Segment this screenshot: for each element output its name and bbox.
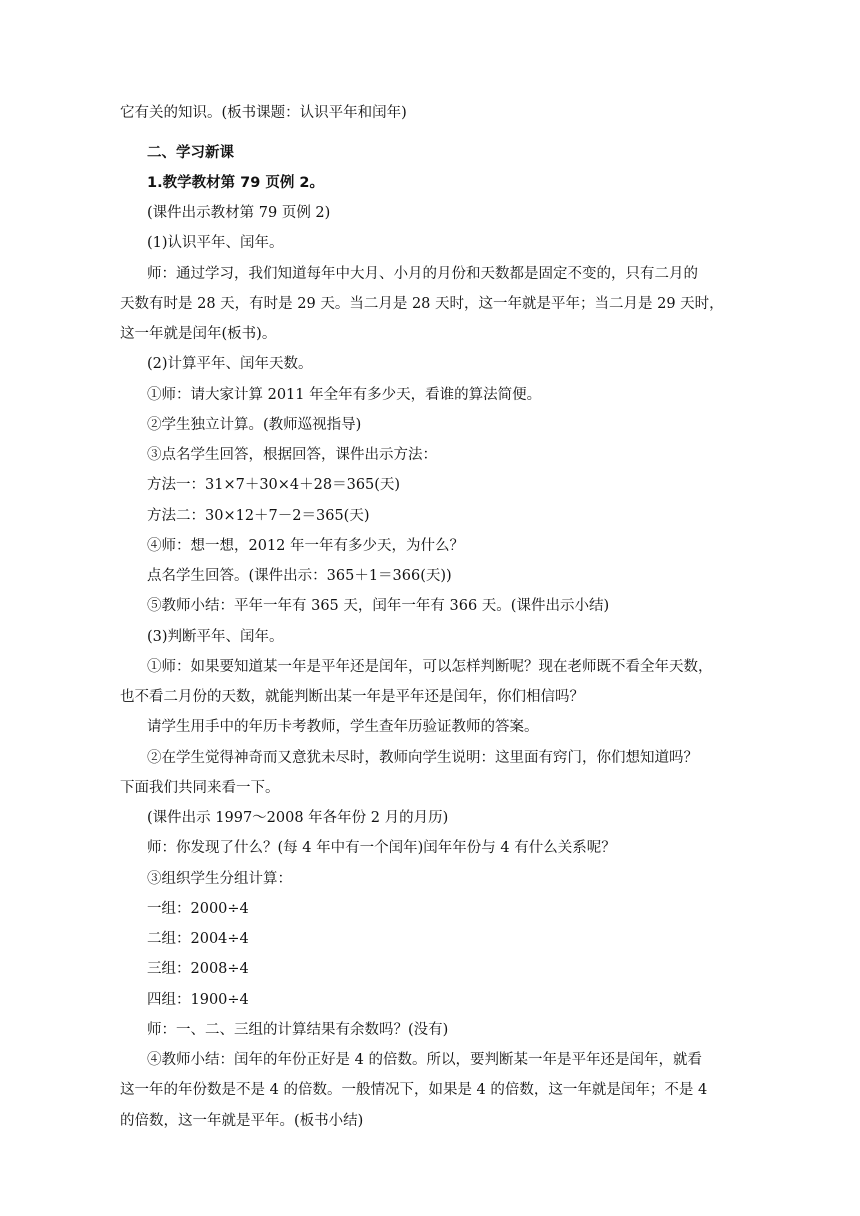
text-line: 师：通过学习，我们知道每年中大月、小月的月份和天数都是固定不变的，只有二月的 (147, 266, 698, 282)
text-line: 天数有时是 28 天，有时是 29 天。当二月是 28 天时，这一年就是平年；当二月是 29 天时， (120, 296, 724, 312)
text-line: (课件出示教材第 79 页例 2) (147, 205, 331, 221)
text-line: 它有关的知识。(板书课题：认识平年和闰年) (120, 105, 407, 121)
text-line: (课件出示 1997～2008 年各年份 2 月的月历) (147, 810, 449, 826)
text-line: ④师：想一想，2012 年一年有多少天，为什么？ (147, 538, 465, 554)
text-line: 四组：1900÷4 (147, 992, 249, 1008)
text-line: (2)计算平年、闰年天数。 (147, 356, 313, 372)
text-line: ①师：请大家计算 2011 年全年有多少天，看谁的算法简便。 (147, 387, 542, 403)
text-line: 请学生用手中的年历卡考教师，学生查年历验证教师的答案。 (147, 719, 539, 735)
text-line: 点名学生回答。(课件出示：365＋1＝366(天)) (147, 568, 452, 584)
formula-line: 方法二：30×12＋7－2＝365(天) (147, 508, 370, 524)
text-line: ⑤教师小结：平年一年有 365 天，闰年一年有 366 天。(课件出示小结) (147, 598, 610, 614)
text-line: ②学生独立计算。(教师巡视指导) (147, 417, 362, 433)
text-line: (3)判断平年、闰年。 (147, 629, 284, 645)
text-line: ①师：如果要知道某一年是平年还是闰年，可以怎样判断呢？现在老师既不看全年天数， (147, 659, 713, 675)
text-line: ③组织学生分组计算： (147, 871, 292, 887)
text-line: 二组：2004÷4 (147, 931, 249, 947)
text-line: 下面我们共同来看一下。 (120, 780, 280, 796)
text-line: (1)认识平年、闰年。 (147, 235, 284, 251)
text-line: 一组：2000÷4 (147, 901, 249, 917)
text-line: 也不看二月份的天数，就能判断出某一年是平年还是闰年，你们相信吗？ (120, 689, 584, 705)
text-line: 三组：2008÷4 (147, 961, 249, 977)
text-line: 的倍数，这一年就是平年。(板书小结) (120, 1113, 364, 1129)
text-line: ③点名学生回答，根据回答，课件出示方法： (147, 447, 437, 463)
formula-line: 方法一：31×7＋30×4＋28＝365(天) (147, 477, 401, 493)
section-heading: 二、学习新课 (147, 145, 234, 161)
text-line: ④教师小结：闰年的年份正好是 4 的倍数。所以，要判断某一年是平年还是闰年，就看 (147, 1052, 702, 1068)
subsection-heading: 1.教学教材第 79 页例 2。 (147, 175, 325, 191)
text-line: 师：你发现了什么？(每 4 年中有一个闰年)闰年年份与 4 有什么关系呢？ (147, 840, 616, 856)
text-line: 师：一、二、三组的计算结果有余数吗？(没有) (147, 1022, 449, 1038)
text-line: ②在学生觉得神奇而又意犹未尽时，教师向学生说明：这里面有窍门，你们想知道吗？ (147, 750, 698, 766)
text-line: 这一年的年份数是不是 4 的倍数。一般情况下，如果是 4 的倍数，这一年就是闰年；不是 4 (120, 1082, 708, 1098)
text-line: 这一年就是闰年(板书)。 (120, 326, 277, 342)
